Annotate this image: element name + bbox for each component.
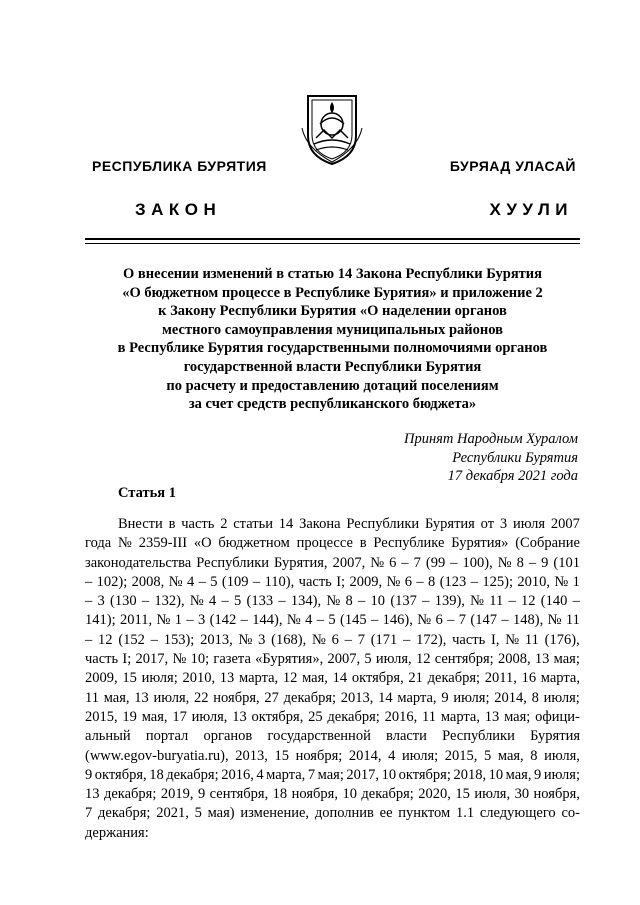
adoption-date: 17 декабря 2021 года: [447, 468, 578, 485]
title-line: за счет средств республиканского бюджета»: [188, 396, 477, 413]
body-line: часть I; 2017, № 10; газета «Бурятия», 2007, 5 июля, 12 сентября; 2008, 13 мая;: [85, 651, 580, 668]
title-line: по расчету и предоставлению дотаций поселениям: [166, 377, 499, 394]
republic-name-russian: РЕСПУБЛИКА БУРЯТИЯ: [92, 158, 267, 174]
title-line: государственной власти Республики Бурятия: [183, 358, 482, 375]
body-line: 9 октября, 18 декабря; 2016, 4 марта, 7 мая; 2017, 10 октября; 2018, 10 мая, 9 июля;: [85, 766, 580, 783]
body-line: – 102); 2008, № 4 – 5 (109 – 110), часть I; 2009, № 6 – 8 (123 – 125); 2010, № 1: [85, 573, 580, 590]
body-line: держания:: [85, 824, 149, 841]
body-line: альный портал органов государственной власти Республики Бурятия: [85, 728, 580, 745]
title-line: в Республике Бурятия государственными полномочиями органов: [117, 340, 548, 357]
adoption-line: Принят Народным Хуралом: [403, 431, 578, 447]
body-line: 7 декабря; 2021, 5 мая) изменение, дополнив ее пунктом 1.1 следующего со-: [85, 805, 580, 822]
article-body: [85, 515, 580, 843]
adoption-line: Республики Бурятия: [452, 449, 578, 466]
body-line: – 3 (130 – 132), № 4 – 5 (133 – 134), № 8 – 10 (137 – 139), № 11 – 12 (140 –: [85, 593, 580, 610]
body-line: 11 мая, 13 июля, 22 ноября, 27 декабря; 2013, 14 марта, 9 июля; 2014, 8 июля;: [85, 689, 580, 706]
header-divider-thin: [85, 243, 580, 244]
body-line: 2015, 19 мая, 17 июля, 13 октября, 25 декабря; 2016, 11 марта, 13 мая; офици-: [85, 708, 580, 725]
title-line: местного самоуправления муниципальных районов: [162, 321, 503, 338]
article-heading: Статья 1: [118, 485, 176, 501]
body-line: Внести в часть 2 статьи 14 Закона Республики Бурятия от 3 июля 2007: [118, 516, 580, 532]
adoption-note: [404, 430, 578, 486]
header-divider: [85, 238, 580, 240]
body-line: законодательства Республики Бурятия, 2007, № 6 – 7 (99 – 100), № 8 – 9 (101: [85, 554, 580, 571]
law-title: [85, 265, 580, 414]
title-line: «О бюджетном процессе в Республике Бурятия» и приложение 2: [122, 284, 543, 301]
body-line: (www.egov-buryatia.ru), 2013, 15 ноября; 2014, 4 июля; 2015, 5 мая, 8 июля,: [85, 747, 580, 764]
republic-emblem-icon: [298, 88, 366, 166]
body-line: – 12 (152 – 153); 2013, № 3 (168), № 6 – 7 (171 – 172), часть I, № 11 (176),: [85, 631, 580, 648]
law-label-russian: ЗАКОН: [135, 200, 222, 219]
body-line: 141); 2011, № 1 – 3 (142 – 144), № 4 – 5 (145 – 146), № 6 – 7 (147 – 148), № 11: [85, 612, 580, 629]
body-line: 13 декабря; 2019, 9 сентября, 18 ноября, 10 декабря; 2020, 15 июля, 30 ноября,: [85, 786, 580, 803]
title-line: к Закону Республики Бурятия «О наделении органов: [158, 303, 507, 320]
body-line: 2009, 15 июля; 2010, 13 марта, 12 мая, 14 октября, 21 декабря; 2011, 16 марта,: [85, 670, 580, 687]
body-line: года № 2359-III «О бюджетном процессе в Республике Бурятия» (Собрание: [85, 535, 580, 552]
title-line: О внесении изменений в статью 14 Закона Республики Бурятия: [123, 266, 542, 282]
republic-name-buryat: БУРЯАД УЛАСАЙ: [449, 158, 576, 174]
law-label-buryat: ХУУЛИ: [489, 200, 573, 219]
